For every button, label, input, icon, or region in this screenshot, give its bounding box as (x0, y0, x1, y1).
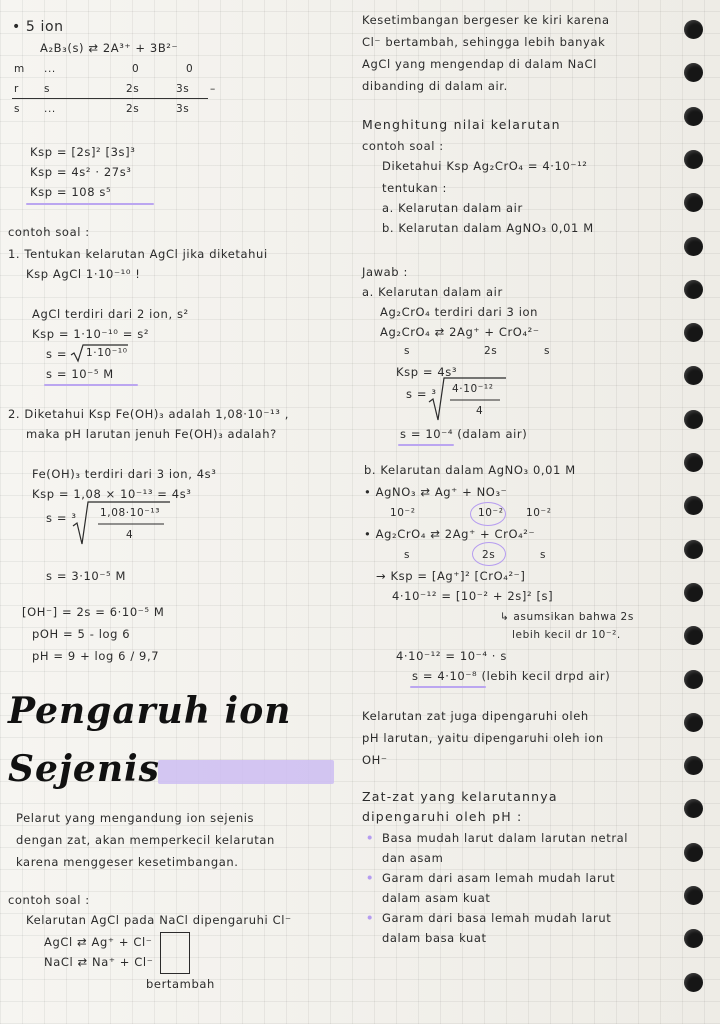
answer-2-ph: pH = 9 + log 6 / 9,7 (32, 649, 160, 663)
ksp-line-3: Ksp = 108 s⁵ (30, 185, 112, 199)
title-highlight (158, 760, 334, 784)
jawab-label: Jawab : (362, 265, 408, 279)
answer-a-stoich: s (544, 345, 551, 357)
binder-hole (684, 540, 703, 559)
answer-1-underline (44, 384, 138, 386)
bullet-dot: • (366, 831, 374, 845)
list-item-2-line-1: Garam dari asam lemah mudah larut (382, 871, 616, 885)
binder-hole (684, 20, 703, 39)
binder-hole (684, 583, 703, 602)
assumption-line-2: lebih kecil dr 10⁻². (512, 629, 621, 641)
answer-b-stoich: s (540, 549, 547, 561)
answer-b-heading: b. Kelarutan dalam AgNO₃ 0,01 M (364, 463, 576, 477)
binder-hole (684, 366, 703, 385)
common-ion-reaction-2: NaCl ⇄ Na⁺ + Cl⁻ (44, 955, 154, 969)
ph-effect-line-1: Kelarutan zat juga dipengaruhi oleh (362, 709, 589, 723)
answer-2-line-2: Ksp = 1,08 × 10⁻¹³ = 4s³ (32, 487, 192, 501)
binder-hole (684, 150, 703, 169)
binder-hole (684, 237, 703, 256)
bullet-dot: • (366, 911, 374, 925)
ice-row-s-label: s (14, 103, 21, 115)
ag-conc-circle (470, 502, 506, 526)
answer-1-result: s = 10⁻⁵ M (46, 367, 114, 381)
ksp-line-1: Ksp = [2s]² [3s]³ (30, 145, 136, 159)
answer-a-ksp: Ksp = 4s³ (396, 365, 458, 379)
paragraph-line-2: dengan zat, akan memperkecil kelarutan (16, 833, 275, 847)
shift-line-1: Kesetimbangan bergeser ke kiri karena (362, 13, 610, 27)
binder-hole (684, 496, 703, 515)
binder-hole (684, 929, 703, 948)
ice-row-r-cell: 2s (126, 83, 140, 95)
answer-a-result: s = 10⁻⁴ (dalam air) (400, 427, 528, 441)
section-title-line-1: Pengaruh ion (8, 690, 292, 732)
shift-line-2: Cl⁻ bertambah, sehingga lebih banyak (362, 35, 606, 49)
question-1-line-1: 1. Tentukan kelarutan AgCl jika diketahui (8, 247, 268, 261)
bertambah-label: bertambah (146, 977, 215, 991)
answer-b-conc: 10⁻² (526, 507, 552, 519)
answer-a-line-1: Ag₂CrO₄ terdiri dari 3 ion (380, 305, 539, 319)
binder-hole (684, 280, 703, 299)
binder-hole (684, 973, 703, 992)
answer-1-sqrt-value: 1·10⁻¹⁰ (86, 347, 128, 359)
answer-2-poh: pOH = 5 - log 6 (32, 627, 131, 641)
ice-row-r-cell: 3s (176, 83, 190, 95)
dissolution-reaction: A₂B₃(s) ⇄ 2A³⁺ + 3B²⁻ (40, 41, 179, 55)
common-ion-example: Kelarutan AgCl pada NaCl dipengaruhi Cl⁻ (26, 913, 292, 927)
answer-b-underline (410, 686, 486, 688)
binder-hole (684, 63, 703, 82)
binder-hole (684, 756, 703, 775)
answer-b-ksp-sub: 4·10⁻¹² = [10⁻² + 2s]² [s] (392, 589, 554, 603)
assumption-line-1: ↳ asumsikan bahwa 2s (500, 611, 634, 623)
binder-hole (684, 626, 703, 645)
answer-a-root-numerator: 4·10⁻¹² (452, 383, 494, 395)
answer-a-stoich: 2s (484, 345, 498, 357)
ph-effect-line-2: pH larutan, yaitu dipengaruhi oleh ion (362, 731, 604, 745)
answer-1-sqrt-prefix: s = (46, 347, 68, 361)
shift-line-3: AgCl yang mengendap di dalam NaCl (362, 57, 597, 71)
list-item-1-line-2: dan asam (382, 851, 444, 865)
heading-zat-zat-2: dipengaruhi oleh pH : (362, 809, 523, 824)
answer-b-stoich: 2s (482, 549, 496, 561)
ice-row-m-cell: ... (44, 63, 56, 75)
answer-a-root-prefix: s = ³ (406, 387, 437, 401)
list-item-2-line-2: dalam asam kuat (382, 891, 491, 905)
binder-hole (684, 843, 703, 862)
binder-hole (684, 453, 703, 472)
heading-menghitung: Menghitung nilai kelarutan (362, 117, 561, 132)
list-item-1-line-1: Basa mudah larut dalam larutan netral (382, 831, 629, 845)
determine-label: tentukan : (382, 181, 447, 195)
ice-row-s-cell: 3s (176, 103, 190, 115)
2s-circle (472, 542, 506, 566)
ice-row-r-minus: – (210, 83, 216, 95)
answer-a-heading: a. Kelarutan dalam air (362, 285, 503, 299)
ice-row-s-cell: 2s (126, 103, 140, 115)
binder-hole (684, 670, 703, 689)
contoh-soal-heading-2: contoh soal : (8, 893, 90, 907)
bullet-dot: • (366, 871, 374, 885)
ice-row-m-cell: 0 (186, 63, 194, 75)
binder-hole (684, 107, 703, 126)
answer-a-underline (398, 444, 454, 446)
answer-b-agno3: • AgNO₃ ⇄ Ag⁺ + NO₃⁻ (364, 485, 508, 499)
given-ksp: Diketahui Ksp Ag₂CrO₄ = 4·10⁻¹² (382, 159, 588, 173)
question-2-line-1: 2. Diketahui Ksp Fe(OH)₃ adalah 1,08·10⁻¹³ , (8, 407, 289, 421)
binder-hole (684, 323, 703, 342)
contoh-soal-heading: contoh soal : (8, 225, 90, 239)
ice-row-r-cell: s (44, 83, 51, 95)
section-title-line-2: Sejenis (8, 748, 160, 790)
binder-hole (684, 799, 703, 818)
binder-hole (684, 410, 703, 429)
heading-zat-zat-1: Zat-zat yang kelarutannya (362, 789, 558, 804)
answer-a-stoich: s (404, 345, 411, 357)
answer-b-stoich: s (404, 549, 411, 561)
common-ion-reaction-1: AgCl ⇄ Ag⁺ + Cl⁻ (44, 935, 153, 949)
answer-b-ag2cro4: • Ag₂CrO₄ ⇄ 2Ag⁺ + CrO₄²⁻ (364, 527, 536, 541)
ksp-underline (26, 203, 154, 205)
answer-2-root-numerator: 1,08·10⁻¹³ (100, 507, 161, 519)
paragraph-line-1: Pelarut yang mengandung ion sejenis (16, 811, 255, 825)
ph-effect-line-3: OH⁻ (362, 753, 388, 767)
ice-divider (12, 98, 208, 99)
answer-2-s-value: s = 3·10⁻⁵ M (46, 569, 127, 583)
answer-b-result: s = 4·10⁻⁸ (lebih kecil drpd air) (412, 669, 611, 683)
answer-2-root-prefix: s = ³ (46, 511, 77, 525)
question-1-line-2: Ksp AgCl 1·10⁻¹⁰ ! (26, 267, 141, 281)
binder-hole (684, 886, 703, 905)
list-item-3-line-2: dalam basa kuat (382, 931, 487, 945)
answer-2-oh: [OH⁻] = 2s = 6·10⁻⁵ M (22, 605, 165, 619)
answer-b-simplified: 4·10⁻¹² = 10⁻⁴ · s (396, 649, 507, 663)
answer-a-root-denominator: 4 (476, 405, 484, 417)
list-item-3-line-1: Garam dari basa lemah mudah larut (382, 911, 612, 925)
answer-b-conc: 10⁻² (390, 507, 416, 519)
ice-row-r-label: r (14, 83, 19, 95)
answer-1-line-2: Ksp = 1·10⁻¹⁰ = s² (32, 327, 150, 341)
answer-b-conc: 10⁻² (478, 507, 504, 519)
answer-1-line-1: AgCl terdiri dari 2 ion, s² (32, 307, 189, 321)
answer-a-reaction: Ag₂CrO₄ ⇄ 2Ag⁺ + CrO₄²⁻ (380, 325, 540, 339)
chloride-box (160, 932, 190, 974)
answer-2-line-1: Fe(OH)₃ terdiri dari 3 ion, 4s³ (32, 467, 217, 481)
answer-b-ksp-expr: → Ksp = [Ag⁺]² [CrO₄²⁻] (376, 569, 526, 583)
task-b: b. Kelarutan dalam AgNO₃ 0,01 M (382, 221, 594, 235)
ksp-line-2: Ksp = 4s² · 27s³ (30, 165, 132, 179)
ion5-label: • 5 ion (12, 19, 64, 35)
binder-hole (684, 193, 703, 212)
contoh-soal-right: contoh soal : (362, 139, 444, 153)
paragraph-line-3: karena menggeser kesetimbangan. (16, 855, 239, 869)
binder-hole (684, 713, 703, 732)
task-a: a. Kelarutan dalam air (382, 201, 523, 215)
ice-row-m-label: m (14, 63, 25, 75)
answer-2-root-denominator: 4 (126, 529, 134, 541)
question-2-line-2: maka pH larutan jenuh Fe(OH)₃ adalah? (26, 427, 277, 441)
ice-row-s-cell: ... (44, 103, 56, 115)
shift-line-4: dibanding di dalam air. (362, 79, 508, 93)
ice-row-m-cell: 0 (132, 63, 140, 75)
